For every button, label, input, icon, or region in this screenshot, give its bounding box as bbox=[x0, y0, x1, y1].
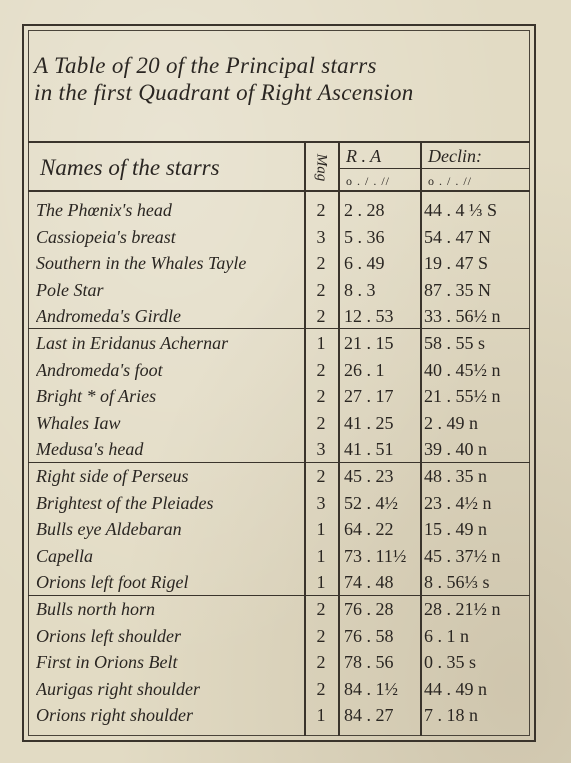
star-right-ascension: 84 . 1½ bbox=[344, 678, 398, 699]
star-right-ascension: 45 . 23 bbox=[344, 466, 394, 486]
star-declination: 45 . 37½ n bbox=[424, 545, 501, 566]
star-name: Southern in the Whales Tayle bbox=[36, 253, 247, 274]
star-magnitude: 1 bbox=[316, 333, 326, 353]
star-declination: 21 . 55½ n bbox=[424, 386, 501, 407]
star-declination: 15 . 49 n bbox=[424, 519, 487, 540]
star-right-ascension: 78 . 56 bbox=[344, 652, 394, 673]
star-magnitude: 2 bbox=[316, 386, 326, 407]
table-row bbox=[0, 330, 571, 357]
table-row bbox=[0, 649, 571, 676]
star-right-ascension: 5 . 36 bbox=[344, 226, 385, 247]
star-name: Andromeda's Girdle bbox=[36, 306, 182, 327]
star-right-ascension: 21 . 15 bbox=[344, 333, 394, 353]
star-magnitude: 3 bbox=[316, 492, 326, 513]
star-declination: 87 . 35 N bbox=[424, 279, 491, 300]
table-row bbox=[0, 277, 571, 304]
star-declination: 44 . 49 n bbox=[424, 678, 487, 699]
star-declination: 0 . 35 s bbox=[424, 652, 477, 673]
star-magnitude: 1 bbox=[316, 519, 326, 540]
table-row bbox=[0, 436, 571, 463]
header-declination: Declin: bbox=[428, 146, 482, 166]
star-magnitude: 2 bbox=[316, 253, 326, 274]
header-divider bbox=[28, 190, 530, 192]
table-row bbox=[0, 569, 571, 596]
star-name: Orions right shoulder bbox=[36, 705, 194, 726]
star-right-ascension: 2 . 28 bbox=[344, 200, 385, 220]
star-name: Orions left foot Rigel bbox=[36, 572, 189, 593]
star-right-ascension: 74 . 48 bbox=[344, 572, 394, 593]
header-names: Names of the starrs bbox=[40, 155, 220, 180]
star-name: Whales Iaw bbox=[36, 412, 121, 433]
star-name: Cassiopeia's breast bbox=[36, 226, 176, 247]
star-magnitude: 2 bbox=[316, 466, 326, 486]
star-right-ascension: 84 . 27 bbox=[344, 705, 394, 726]
star-right-ascension: 76 . 58 bbox=[344, 625, 394, 646]
table-row bbox=[0, 357, 571, 384]
star-right-ascension: 76 . 28 bbox=[344, 599, 394, 619]
star-declination: 44 . 4 ⅓ S bbox=[424, 200, 498, 220]
star-magnitude: 3 bbox=[316, 226, 326, 247]
star-name: Last in Eridanus Achernar bbox=[36, 333, 229, 353]
star-name: Bright * of Aries bbox=[36, 386, 157, 407]
star-magnitude: 3 bbox=[316, 439, 326, 460]
star-right-ascension: 12 . 53 bbox=[344, 306, 394, 327]
star-name: Right side of Perseus bbox=[36, 466, 189, 486]
table-row bbox=[0, 197, 571, 224]
title-divider bbox=[28, 141, 530, 143]
star-name: Pole Star bbox=[36, 279, 104, 300]
table-row bbox=[0, 623, 571, 650]
star-magnitude: 2 bbox=[316, 279, 326, 300]
star-declination: 48 . 35 n bbox=[424, 466, 487, 486]
star-magnitude: 1 bbox=[316, 572, 326, 593]
table-title bbox=[34, 52, 524, 106]
star-right-ascension: 41 . 51 bbox=[344, 439, 394, 460]
table-row bbox=[0, 224, 571, 251]
star-declination: 19 . 47 S bbox=[424, 253, 489, 274]
star-declination: 8 . 56⅓ s bbox=[424, 572, 490, 593]
table-row bbox=[0, 303, 571, 330]
star-magnitude: 2 bbox=[316, 200, 326, 220]
star-magnitude: 2 bbox=[316, 599, 326, 619]
star-right-ascension: 73 . 11½ bbox=[344, 545, 407, 566]
star-declination: 39 . 40 n bbox=[424, 439, 487, 460]
star-magnitude: 1 bbox=[316, 545, 326, 566]
title-line-1: A Table of 20 of the Principal starrs bbox=[34, 53, 377, 78]
title-line-2: in the first Quadrant of Right Ascension bbox=[34, 80, 414, 105]
star-declination: 2 . 49 n bbox=[424, 412, 478, 433]
star-magnitude: 2 bbox=[316, 652, 326, 673]
table-row bbox=[0, 410, 571, 437]
star-declination: 28 . 21½ n bbox=[424, 599, 501, 619]
table-row bbox=[0, 490, 571, 517]
star-magnitude: 2 bbox=[316, 412, 326, 433]
star-declination: 7 . 18 n bbox=[424, 705, 478, 726]
star-magnitude: 1 bbox=[316, 705, 326, 726]
star-right-ascension: 6 . 49 bbox=[344, 253, 385, 274]
header-ra-units: o . / . // bbox=[346, 174, 391, 188]
star-name: First in Orions Belt bbox=[36, 652, 178, 673]
star-magnitude: 2 bbox=[316, 678, 326, 699]
star-declination: 54 . 47 N bbox=[424, 226, 491, 247]
star-name: Orions left shoulder bbox=[36, 625, 182, 646]
star-right-ascension: 27 . 17 bbox=[344, 386, 394, 407]
table-row bbox=[0, 463, 571, 490]
header-mag bbox=[306, 150, 336, 184]
header-ra: R . A bbox=[346, 146, 382, 166]
star-name: Bulls eye Aldebaran bbox=[36, 519, 182, 540]
star-name: Capella bbox=[36, 545, 93, 566]
star-name: Andromeda's foot bbox=[36, 359, 163, 380]
star-right-ascension: 41 . 25 bbox=[344, 412, 394, 433]
star-name: Brightest of the Pleiades bbox=[36, 492, 214, 513]
star-declination: 33 . 56½ n bbox=[424, 306, 501, 327]
star-declination: 23 . 4½ n bbox=[424, 492, 492, 513]
star-magnitude: 2 bbox=[316, 625, 326, 646]
star-right-ascension: 52 . 4½ bbox=[344, 492, 398, 513]
star-declination: 58 . 55 s bbox=[424, 333, 486, 353]
star-right-ascension: 8 . 3 bbox=[344, 279, 376, 300]
star-magnitude: 2 bbox=[316, 359, 326, 380]
star-name: Aurigas right shoulder bbox=[36, 678, 201, 699]
star-name: Medusa's head bbox=[36, 439, 144, 460]
table-row bbox=[0, 383, 571, 410]
header-decl-units: o . / . // bbox=[428, 174, 473, 188]
star-right-ascension: 64 . 22 bbox=[344, 519, 394, 540]
table-row bbox=[0, 516, 571, 543]
star-right-ascension: 26 . 1 bbox=[344, 359, 385, 380]
table-row bbox=[0, 676, 571, 703]
star-name: The Phœnix's head bbox=[36, 200, 172, 220]
star-name: Bulls north horn bbox=[36, 599, 156, 619]
table-row bbox=[0, 596, 571, 623]
subheader-divider bbox=[340, 168, 530, 169]
table-row bbox=[0, 543, 571, 570]
header-mag-label: Mag bbox=[313, 153, 330, 181]
star-declination: 6 . 1 n bbox=[424, 625, 469, 646]
star-magnitude: 2 bbox=[316, 306, 326, 327]
star-declination: 40 . 45½ n bbox=[424, 359, 501, 380]
table-row bbox=[0, 702, 571, 729]
table-row bbox=[0, 250, 571, 277]
